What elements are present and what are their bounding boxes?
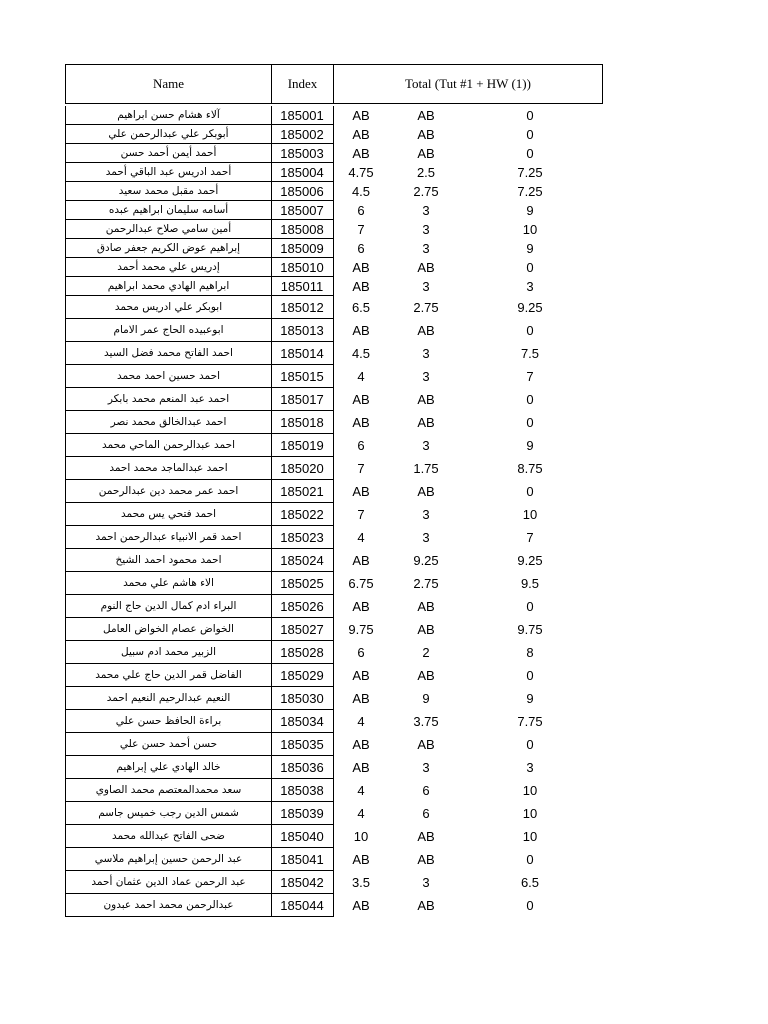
hw-score-cell: 3 [422, 241, 430, 256]
student-index-cell: 185022 [271, 503, 334, 526]
student-index-cell: 185040 [271, 825, 334, 848]
index-header: Index [271, 64, 334, 104]
tut-score-cell: 4 [357, 369, 365, 384]
student-name-cell: الخواض عصام الخواض العامل [65, 618, 272, 641]
student-name-cell: احمد عبدالماجد محمد احمد [65, 457, 272, 480]
student-name-cell: عبدالرحمن محمد احمد عبدون [65, 894, 272, 917]
student-name-cell: الاء هاشم علي محمد [65, 572, 272, 595]
hw-score-cell: 9.25 [413, 553, 439, 568]
total-header: Total (Tut #1 + HW (1)) [333, 64, 603, 104]
hw-score-cell: 3 [422, 438, 430, 453]
hw-score-cell: AB [417, 599, 435, 614]
student-name-cell: براءة الحافظ حسن علي [65, 710, 272, 733]
student-name-cell: ابراهيم الهادي محمد ابراهيم [65, 277, 272, 296]
tut-score-cell: 9.75 [348, 622, 374, 637]
tut-score-cell: AB [352, 553, 370, 568]
total-score-cell: 0 [526, 392, 534, 407]
student-index-cell: 185003 [271, 144, 334, 163]
total-score-cell: 9 [526, 241, 534, 256]
total-score-cell: 7.75 [517, 714, 543, 729]
total-score-cell: 7.5 [520, 346, 540, 361]
total-score-cell: 0 [526, 852, 534, 867]
student-index-cell: 185026 [271, 595, 334, 618]
hw-score-cell: AB [417, 127, 435, 142]
tut-score-cell: 4 [357, 806, 365, 821]
tut-score-cell: AB [352, 415, 370, 430]
total-score-cell: 9.75 [517, 622, 543, 637]
hw-score-cell: AB [417, 737, 435, 752]
student-index-cell: 185030 [271, 687, 334, 710]
tut-score-cell: AB [352, 127, 370, 142]
student-index-cell: 185039 [271, 802, 334, 825]
hw-score-cell: AB [417, 668, 435, 683]
name-header: Name [65, 64, 272, 104]
student-index-cell: 185010 [271, 258, 334, 277]
student-name-cell: البراء ادم كمال الدين حاج النوم [65, 595, 272, 618]
student-index-cell: 185029 [271, 664, 334, 687]
student-index-cell: 185017 [271, 388, 334, 411]
total-score-cell: 10 [522, 222, 538, 237]
total-score-cell: 10 [522, 806, 538, 821]
total-score-cell: 0 [526, 323, 534, 338]
student-index-cell: 185008 [271, 220, 334, 239]
student-name-cell: سعد محمدالمعتصم محمد الصاوي [65, 779, 272, 802]
hw-score-cell: 2.5 [416, 165, 436, 180]
total-score-cell: 0 [526, 668, 534, 683]
tut-score-cell: AB [352, 668, 370, 683]
total-score-cell: 9 [526, 691, 534, 706]
tut-score-cell: 3.5 [351, 875, 371, 890]
tut-score-cell: AB [352, 852, 370, 867]
hw-score-cell: 3 [422, 203, 430, 218]
student-name-cell: ابوعبيده الحاج عمر الامام [65, 319, 272, 342]
student-name-cell: إبراهيم عوض الكريم جعفر صادق [65, 239, 272, 258]
total-score-cell: 7.25 [517, 184, 543, 199]
student-index-cell: 185023 [271, 526, 334, 549]
tut-score-cell: AB [352, 760, 370, 775]
total-score-cell: 0 [526, 737, 534, 752]
student-index-cell: 185041 [271, 848, 334, 871]
tut-score-cell: 7 [357, 507, 365, 522]
student-name-cell: أحمد أيمن أحمد حسن [65, 144, 272, 163]
total-score-cell: 8.75 [517, 461, 543, 476]
total-score-cell: 6.5 [520, 875, 540, 890]
hw-score-cell: 3 [422, 369, 430, 384]
hw-score-cell: AB [417, 622, 435, 637]
student-index-cell: 185036 [271, 756, 334, 779]
hw-score-cell: 6 [422, 783, 430, 798]
tut-score-cell: AB [352, 108, 370, 123]
hw-score-cell: AB [417, 323, 435, 338]
hw-score-cell: 3 [422, 507, 430, 522]
total-score-cell: 9.5 [520, 576, 540, 591]
hw-score-cell: AB [417, 852, 435, 867]
hw-score-cell: AB [417, 898, 435, 913]
tut-score-cell: AB [352, 737, 370, 752]
hw-score-cell: 6 [422, 806, 430, 821]
tut-score-cell: AB [352, 392, 370, 407]
student-index-cell: 185013 [271, 319, 334, 342]
student-index-cell: 185044 [271, 894, 334, 917]
total-score-cell: 8 [526, 645, 534, 660]
tut-score-cell: 4.5 [351, 184, 371, 199]
total-score-cell: 0 [526, 127, 534, 142]
tut-score-cell: 7 [357, 222, 365, 237]
student-name-cell: شمس الدين رجب خميس جاسم [65, 802, 272, 825]
tut-score-cell: AB [352, 898, 370, 913]
total-score-cell: 0 [526, 599, 534, 614]
total-score-cell: 7 [526, 369, 534, 384]
student-name-cell: الزبير محمد ادم سبيل [65, 641, 272, 664]
tut-score-cell: 6 [357, 645, 365, 660]
tut-score-cell: 4.5 [351, 346, 371, 361]
student-name-cell: احمد حسين احمد محمد [65, 365, 272, 388]
student-index-cell: 185014 [271, 342, 334, 365]
total-score-cell: 9 [526, 203, 534, 218]
student-index-cell: 185021 [271, 480, 334, 503]
total-score-cell: 10 [522, 507, 538, 522]
student-name-cell: إدريس علي محمد أحمد [65, 258, 272, 277]
hw-score-cell: 3 [422, 279, 430, 294]
student-index-cell: 185020 [271, 457, 334, 480]
total-score-cell: 0 [526, 146, 534, 161]
tut-score-cell: 4 [357, 714, 365, 729]
student-name-cell: الفاضل قمر الدين حاج علي محمد [65, 664, 272, 687]
student-index-cell: 185034 [271, 710, 334, 733]
hw-score-cell: AB [417, 392, 435, 407]
student-name-cell: أحمد مقبل محمد سعيد [65, 182, 272, 201]
hw-score-cell: AB [417, 415, 435, 430]
hw-score-cell: AB [417, 260, 435, 275]
student-name-cell: احمد محمود احمد الشيخ [65, 549, 272, 572]
total-score-cell: 9.25 [517, 553, 543, 568]
student-index-cell: 185018 [271, 411, 334, 434]
student-index-cell: 185004 [271, 163, 334, 182]
student-index-cell: 185009 [271, 239, 334, 258]
student-index-cell: 185025 [271, 572, 334, 595]
student-index-cell: 185024 [271, 549, 334, 572]
student-name-cell: احمد قمر الانبياء عبدالرحمن احمد [65, 526, 272, 549]
student-index-cell: 185012 [271, 296, 334, 319]
tut-score-cell: 10 [353, 829, 369, 844]
total-score-cell: 7 [526, 530, 534, 545]
total-score-cell: 7.25 [517, 165, 543, 180]
hw-score-cell: AB [417, 146, 435, 161]
hw-score-cell: 2.75 [413, 576, 439, 591]
student-index-cell: 185019 [271, 434, 334, 457]
tut-score-cell: 4.75 [348, 165, 374, 180]
hw-score-cell: 2 [422, 645, 430, 660]
tut-score-cell: 4 [357, 783, 365, 798]
hw-score-cell: AB [417, 484, 435, 499]
tut-score-cell: AB [352, 146, 370, 161]
student-index-cell: 185027 [271, 618, 334, 641]
hw-score-cell: 3 [422, 875, 430, 890]
total-score-cell: 3 [526, 279, 534, 294]
tut-score-cell: 6 [357, 241, 365, 256]
hw-score-cell: 2.75 [413, 300, 439, 315]
tut-score-cell: AB [352, 323, 370, 338]
total-score-cell: 10 [522, 783, 538, 798]
tut-score-cell: 6 [357, 438, 365, 453]
hw-score-cell: AB [417, 108, 435, 123]
student-name-cell: ضحى الفاتح عبدالله محمد [65, 825, 272, 848]
student-index-cell: 185028 [271, 641, 334, 664]
student-index-cell: 185035 [271, 733, 334, 756]
hw-score-cell: 3.75 [413, 714, 439, 729]
total-score-cell: 0 [526, 898, 534, 913]
tut-score-cell: 6.75 [348, 576, 374, 591]
hw-score-cell: 3 [422, 346, 430, 361]
student-index-cell: 185015 [271, 365, 334, 388]
student-index-cell: 185042 [271, 871, 334, 894]
student-name-cell: أسامه سليمان ابراهيم عبده [65, 201, 272, 220]
tut-score-cell: AB [352, 599, 370, 614]
student-index-cell: 185001 [271, 106, 334, 125]
total-score-cell: 0 [526, 108, 534, 123]
student-index-cell: 185006 [271, 182, 334, 201]
tut-score-cell: AB [352, 260, 370, 275]
student-name-cell: عبد الرحمن عماد الدين عثمان أحمد [65, 871, 272, 894]
student-name-cell: احمد عمر محمد دين عبدالرحمن [65, 480, 272, 503]
student-name-cell: آلاء هشام حسن ابراهيم [65, 106, 272, 125]
student-name-cell: احمد عبد المنعم محمد بابكر [65, 388, 272, 411]
hw-score-cell: 3 [422, 222, 430, 237]
student-name-cell: أبوبكر علي عبدالرحمن علي [65, 125, 272, 144]
student-name-cell: ابوبكر علي ادريس محمد [65, 296, 272, 319]
student-name-cell: أحمد ادريس عبد الباقي أحمد [65, 163, 272, 182]
student-name-cell: خالد الهادي علي إبراهيم [65, 756, 272, 779]
total-score-cell: 9 [526, 438, 534, 453]
total-score-cell: 10 [522, 829, 538, 844]
student-name-cell: النعيم عبدالرحيم النعيم احمد [65, 687, 272, 710]
hw-score-cell: AB [417, 829, 435, 844]
tut-score-cell: AB [352, 691, 370, 706]
student-name-cell: عبد الرحمن حسين إبراهيم ملاسي [65, 848, 272, 871]
hw-score-cell: 3 [422, 530, 430, 545]
hw-score-cell: 9 [422, 691, 430, 706]
student-name-cell: احمد عبدالرحمن الماحي محمد [65, 434, 272, 457]
tut-score-cell: 6.5 [351, 300, 371, 315]
student-index-cell: 185038 [271, 779, 334, 802]
student-name-cell: أمين سامي صلاح عبدالرحمن [65, 220, 272, 239]
student-name-cell: احمد عبدالخالق محمد نصر [65, 411, 272, 434]
student-index-cell: 185011 [271, 277, 334, 296]
tut-score-cell: 4 [357, 530, 365, 545]
total-score-cell: 3 [526, 760, 534, 775]
tut-score-cell: AB [352, 279, 370, 294]
tut-score-cell: 7 [357, 461, 365, 476]
tut-score-cell: 6 [357, 203, 365, 218]
total-score-cell: 9.25 [517, 300, 543, 315]
student-name-cell: حسن أحمد حسن علي [65, 733, 272, 756]
hw-score-cell: 1.75 [413, 461, 439, 476]
student-index-cell: 185007 [271, 201, 334, 220]
student-name-cell: احمد فتحي يس محمد [65, 503, 272, 526]
total-score-cell: 0 [526, 415, 534, 430]
hw-score-cell: 2.75 [413, 184, 439, 199]
total-score-cell: 0 [526, 260, 534, 275]
tut-score-cell: AB [352, 484, 370, 499]
total-score-cell: 0 [526, 484, 534, 499]
hw-score-cell: 3 [422, 760, 430, 775]
student-index-cell: 185002 [271, 125, 334, 144]
student-name-cell: احمد الفاتح محمد فضل السيد [65, 342, 272, 365]
